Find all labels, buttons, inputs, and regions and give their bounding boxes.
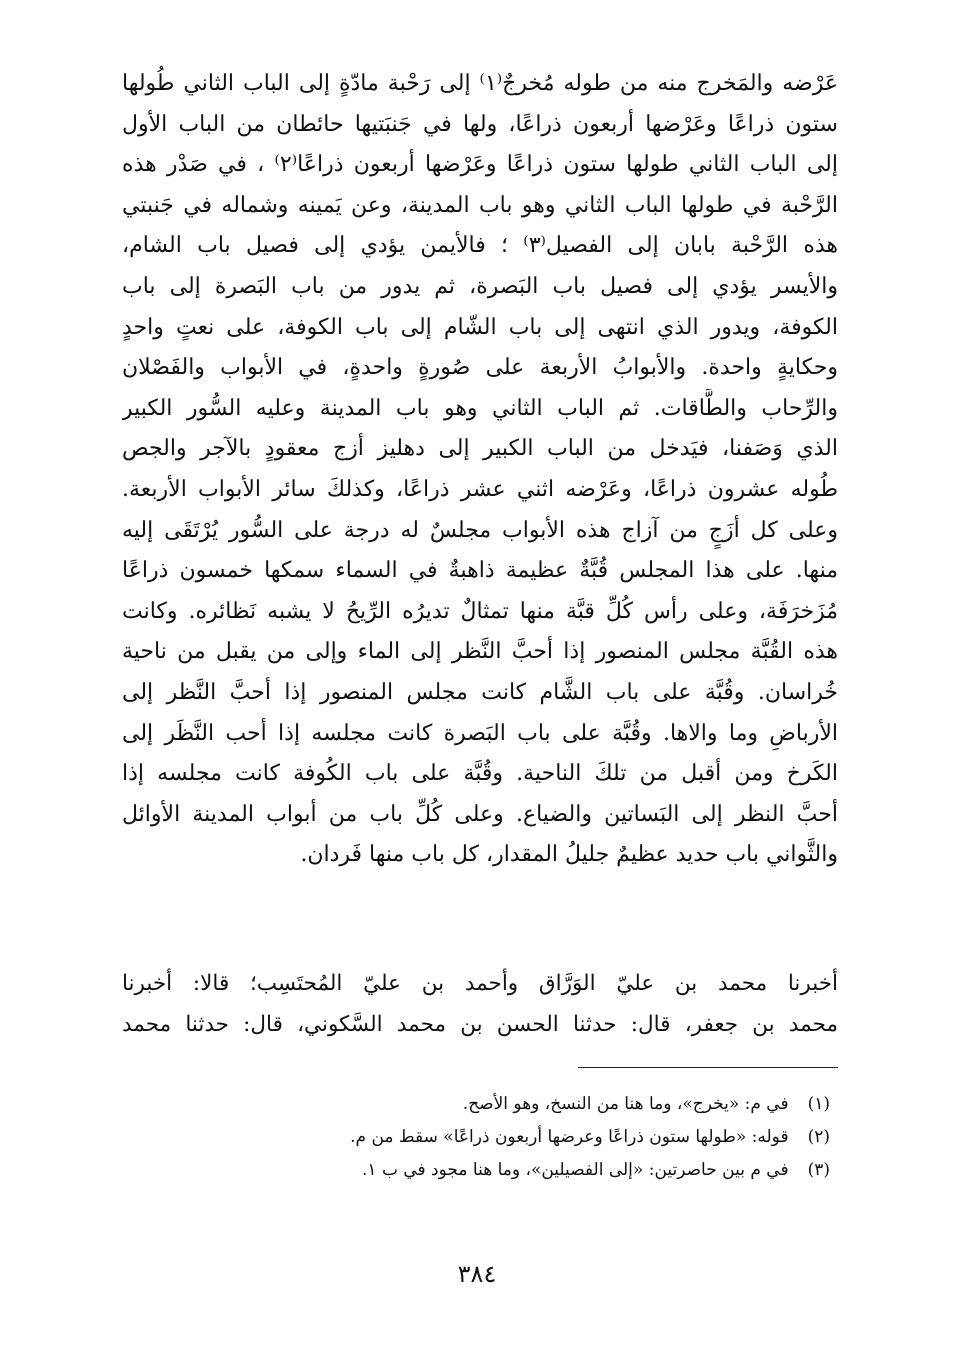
footnote-text: قوله: «طولها ستون ذراعًا وعرضها أربعون ذراعًا» سقط من م. xyxy=(350,1127,789,1147)
text-line: مُزَخرَفَة، وعلى رأس كُلِّ قبَّة منها تمثالٌ تديرُه الرِّيحُ لا يشبه نَظائره. وكانت xyxy=(122,598,838,624)
text-line: والرِّحاب والطَّاقات. ثم الباب الثاني وهو باب المدينة وعليه السُّور الكبير xyxy=(122,395,838,421)
main-text xyxy=(122,64,838,876)
text-line: الأرباضِ وما والاها. وقُبَّة على باب البَصرة كانت مجلسه إذا أحب النَّظَر إلى xyxy=(122,720,838,746)
footnote-text: في م: «يخرج»، وما هنا من النسخ، وهو الأصح. xyxy=(462,1094,789,1114)
text-line: أخبرنا محمد بن عليّ الوَرَّاق وأحمد بن عليّ المُحتَسِب؛ قالا: أخبرنا xyxy=(122,971,838,996)
text-line: هذه القُبَّة مجلس المنصور إذا أحبَّ النَّظر إلى الماء وإلى من يقبل من ناحية xyxy=(122,639,838,665)
page-number: ٣٨٤ xyxy=(457,1260,497,1288)
text-line: منها. على هذا المجلس قُبَّةٌ عظيمة ذاهبةٌ في السماء سمكها خمسون ذراعًا xyxy=(122,558,838,584)
text-line: والثَّواني باب حديد عظيمٌ جليلُ المقدار، كل باب منها فَردان. xyxy=(300,842,838,868)
text-line: الكوفة، ويدور الذي انتهى إلى باب الشّام إلى باب الكوفة، على نعتٍ واحدٍ xyxy=(122,314,838,340)
footnotes xyxy=(200,1088,830,1187)
text-line: الذي وَصَفنا، فيَدخل من الباب الكبير إلى دهليز أزج معقودٍ بالآجر والجص xyxy=(122,436,838,462)
text-line: إلى الباب الثاني طولها ستون ذراعًا وعَرْضها أربعون ذراعًا⁽٢⁾ ، في صَدْر هذه xyxy=(122,152,838,178)
text-line: طُوله عشرون ذراعًا، وعَرْضه اثني عشر ذراعًا، وكذلكَ سائر الأبواب الأربعة. xyxy=(122,476,838,502)
footnote-number: (٣) xyxy=(807,1160,830,1180)
text-line: الكَرخ ومن أقبل من تلكَ الناحية. وقُبَّة على باب الكُوفة كانت مجلسه إذا xyxy=(122,761,838,787)
text-line: وعلى كل أزَجٍ من آزاج هذه الأبواب مجلسٌ له درجة على السُّور يُرْتَقَى إليه xyxy=(122,517,838,543)
footnote-divider xyxy=(578,1067,838,1068)
text-line: خُراسان. وقُبَّة على باب الشَّام كانت مجلس المنصور إذا أحبَّ النَّظر إلى xyxy=(122,679,838,705)
footnote xyxy=(200,1154,830,1187)
text-line: وحكايةٍ واحدة. والأبوابُ الأربعة على صُورةٍ واحدةٍ، في الأبواب والفَصْلان xyxy=(122,355,838,381)
text-line: عَرْضه والمَخرج منه من طوله مُخرجٌ⁽١⁾ إلى رَحْبة مادّةٍ إلى الباب الثاني طُولها xyxy=(122,71,838,96)
text-line: أحبَّ النظر إلى البَساتين والضياع. وعلى كُلِّ باب من أبواب المدينة الأوائل xyxy=(122,801,838,827)
footnote xyxy=(200,1121,830,1154)
footnote-number: (٢) xyxy=(807,1127,830,1147)
footnote-number: (١) xyxy=(807,1094,830,1114)
text-line: ستون ذراعًا وعَرْضها أربعون ذراعًا، ولها في جَنبَتيها حائطان من الباب الأول xyxy=(122,111,838,137)
isnad-paragraph xyxy=(122,964,838,1045)
text-line: الرَّحْبة في طولها الباب الثاني وهو باب المدينة، وعن يَمينه وشماله في جَنبتي xyxy=(122,192,838,218)
footnote-text: في م بين حاصرتين: «إلى الفصيلين»، وما هنا مجود في ب ١. xyxy=(362,1160,789,1180)
footnote xyxy=(200,1088,830,1121)
text-line: هذه الرَّحْبة بابان إلى الفصيل⁽٣⁾ ؛ فالأيمن يؤدي إلى فصيل باب الشام، xyxy=(122,233,838,259)
text-line: والأيسر يؤدي إلى فصيل باب البَصرة، ثم يدور من باب البَصرة إلى باب xyxy=(122,273,838,299)
text-line: محمد بن جعفر، قال: حدثنا الحسن بن محمد السَّكوني، قال: حدثنا محمد xyxy=(122,1011,838,1037)
